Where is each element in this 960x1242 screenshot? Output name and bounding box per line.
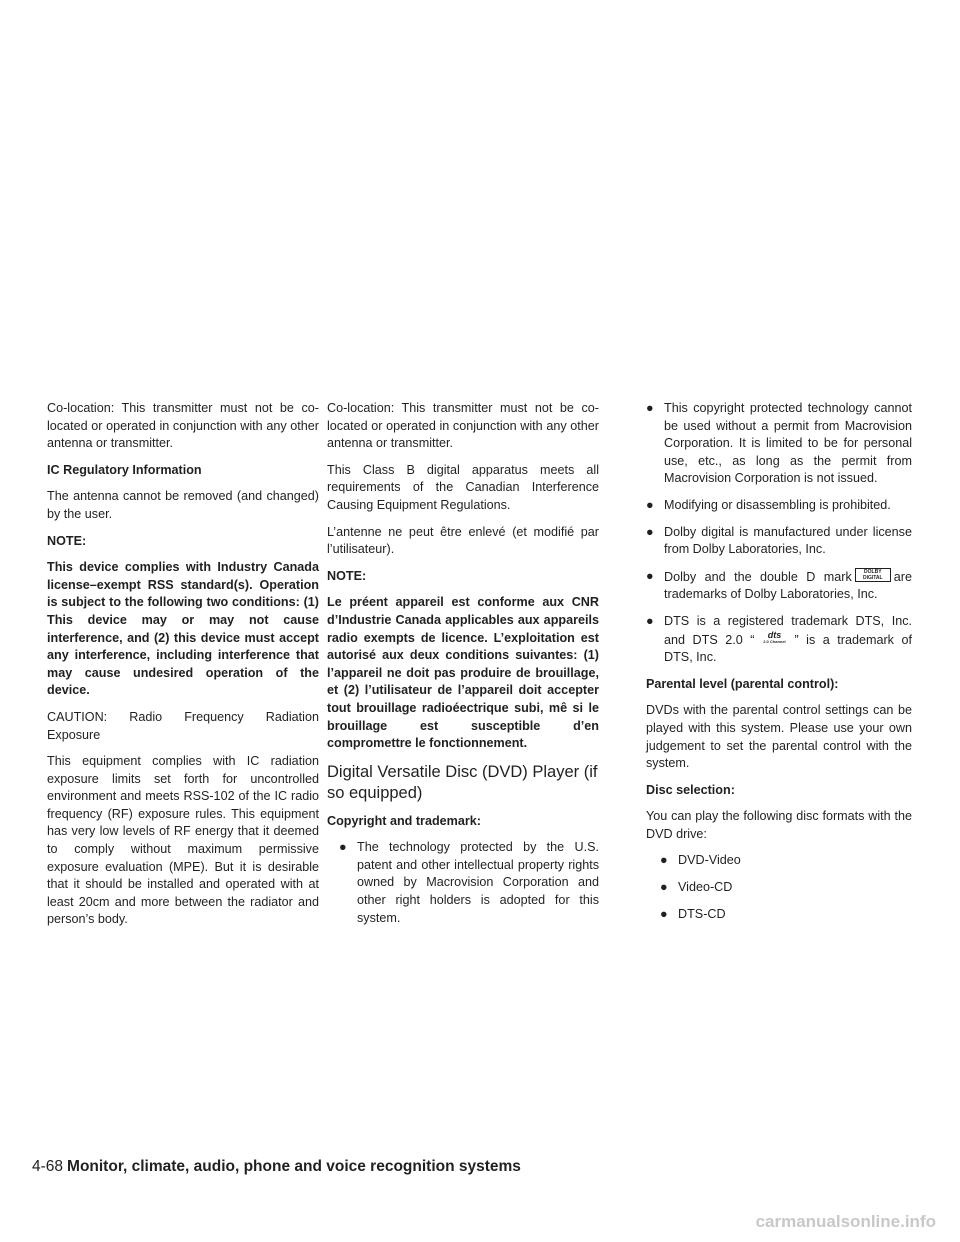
list-item bbox=[646, 879, 912, 897]
copyright-list bbox=[327, 839, 599, 927]
note-text: This device complies with Industry Canada license–exempt RSS standard(s). Operation is subject to the following two conditions: (1) This device may or may not cause interference, and (2) this device must accept any interference, including interference that may cause undesired operation of the device. bbox=[47, 560, 319, 698]
disc-format-list bbox=[646, 852, 912, 923]
bullet-icon: ● bbox=[646, 613, 654, 628]
list-item bbox=[646, 568, 912, 604]
list-item-text: DVD-Video bbox=[678, 853, 741, 868]
class-b-paragraph: This Class B digital apparatus meets all requirements of the Canadian Interference Causing Equipment Regulations. bbox=[327, 462, 599, 512]
list-item-text: This copyright protected technology cannot be used without a permit from Macrovision Corporation. It is limited to be for personal use, etc., as long as the permit from Macrovision Corporation is not issued. bbox=[664, 401, 912, 486]
list-item bbox=[646, 400, 912, 488]
antenne-paragraph: L’antenne ne peut être enlevé (et modifié par l’utilisateur). bbox=[327, 524, 599, 557]
middle-column bbox=[327, 400, 599, 936]
dts-logo-sub: 2.0 Channel bbox=[763, 638, 786, 644]
parental-level-label: Parental level (parental control): bbox=[646, 676, 839, 691]
watermark: carmanualsonline.info bbox=[755, 1212, 936, 1231]
parental-paragraph: DVDs with the parental control settings can be played with this system. Please use your own judgement to set the parental control with the system. bbox=[646, 703, 912, 771]
dvd-section-heading: Digital Versatile Disc (DVD) Player (if so equipped) bbox=[327, 762, 598, 802]
list-item bbox=[646, 906, 912, 924]
ic-regulatory-heading: IC Regulatory Information bbox=[47, 462, 202, 477]
antenna-paragraph: The antenna cannot be removed (and changed) by the user. bbox=[47, 489, 319, 521]
dts-logo-icon bbox=[754, 631, 794, 644]
disc-selection-label: Disc selection: bbox=[646, 782, 735, 797]
bullet-icon: ● bbox=[646, 568, 654, 583]
dts-text-pre: DTS is a registered trademark DTS, Inc. and DTS 2.0 “ bbox=[664, 613, 912, 647]
list-item bbox=[646, 613, 912, 667]
list-item bbox=[646, 497, 912, 515]
rf-exposure-paragraph: This equipment complies with IC radiation exposure limits set forth for uncontrolled environment and meets RSS-102 of the IC radio frequency (RF) exposure rules. This equipment has very low levels of RF energy that it deemed to comply without maximum permissive exposure evaluation (MPE). But it is desirable that it should be installed and operated with at least 20cm and more between the radiator and person’s body. bbox=[47, 754, 319, 927]
left-column bbox=[47, 400, 319, 938]
bullet-icon: ● bbox=[660, 853, 668, 868]
bullet-icon: ● bbox=[660, 906, 668, 921]
list-item bbox=[646, 524, 912, 559]
colocation-paragraph: Co-location: This transmitter must not be co-located or operated in conjunction with any other antenna or transmitter. bbox=[327, 401, 599, 451]
bullet-icon: ● bbox=[339, 840, 347, 855]
bullet-icon: ● bbox=[646, 524, 654, 539]
bullet-icon: ● bbox=[646, 497, 654, 512]
note-label: NOTE: bbox=[47, 533, 87, 548]
chapter-title: Monitor, climate, audio, phone and voice recognition systems bbox=[67, 1158, 521, 1175]
dolby-logo-icon: DOLBY DIGITAL bbox=[855, 568, 891, 582]
bullet-icon: ● bbox=[660, 880, 668, 895]
list-item-text: Modifying or disassembling is prohibited. bbox=[664, 497, 891, 512]
disc-paragraph: You can play the following disc formats with the DVD drive: bbox=[646, 809, 912, 841]
dts-logo-main: dts bbox=[767, 629, 782, 640]
list-item-text: The technology protected by the U.S. patent and other intellectual property rights owned by Macrovision Corporation and other right holders is adopted for this system. bbox=[357, 840, 599, 925]
page-footer bbox=[32, 1157, 521, 1177]
list-item bbox=[327, 839, 599, 927]
trademark-list bbox=[646, 400, 912, 667]
copyright-label: Copyright and trademark: bbox=[327, 813, 481, 828]
dolby-text-post: are trademarks of Dolby Laboratories, Inc. bbox=[664, 569, 912, 602]
caution-line: CAUTION: Radio Frequency Radiation Exposure bbox=[47, 709, 319, 742]
note-label: NOTE: bbox=[327, 568, 367, 583]
list-item-text: Video-CD bbox=[678, 880, 733, 895]
dolby-text-pre: Dolby and the double D mark bbox=[664, 569, 852, 584]
list-item bbox=[646, 852, 912, 870]
note-text-fr: Le préent appareil est conforme aux CNR d’Industrie Canada applicables aux appareils radio exempts de licence. L’exploitation est autorisé aux deux conditions suivantes: (1) l’appareil ne doit pas produire de brouillage, et (2) l’utilisateur de l’appareil doit accepter tout brouillage radioéectrique subi, mê si le brouillage est susceptible d’en compromettre le fonctionnement. bbox=[327, 595, 599, 751]
bullet-icon: ● bbox=[646, 401, 654, 415]
right-column bbox=[646, 400, 912, 932]
dts-text-post: ” is a trademark of DTS, Inc. bbox=[664, 632, 912, 665]
list-item-text: Dolby digital is manufactured under license from Dolby Laboratories, Inc. bbox=[664, 524, 912, 557]
page-number: 4-68 bbox=[32, 1158, 64, 1175]
colocation-paragraph: Co-location: This transmitter must not be co-located or operated in conjunction with any other antenna or transmitter. bbox=[47, 401, 319, 451]
list-item-text: DTS-CD bbox=[678, 906, 726, 921]
